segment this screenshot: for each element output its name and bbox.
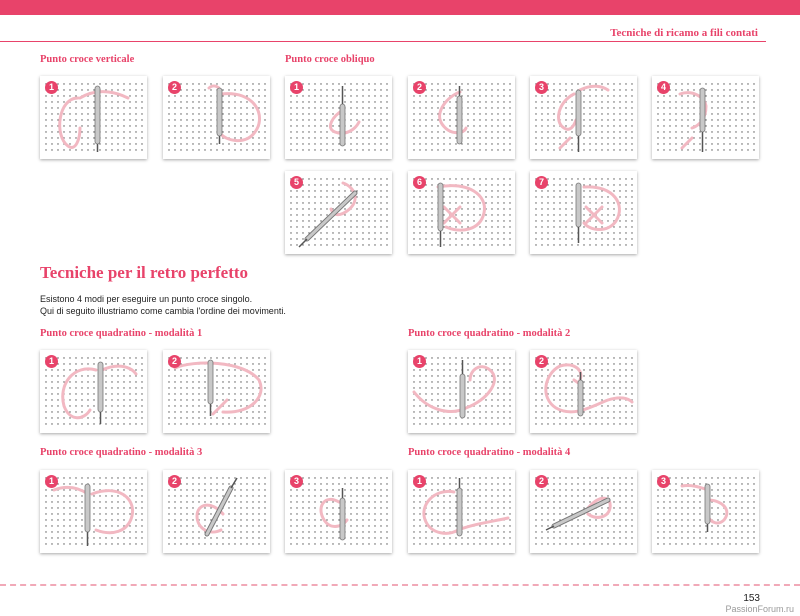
panel-mode4-3 [652,470,759,553]
needle-icon [438,183,443,247]
intro-line: Qui di seguito illustriamo come cambia l'ordine dei movimenti. [40,306,286,316]
thread-icon [414,367,494,412]
thread-icon [54,487,133,532]
step-number-badge: 6 [413,176,426,189]
needle-icon [340,86,345,146]
panel-mode2-2 [530,350,637,433]
step-number-badge: 2 [168,81,181,94]
thread-icon [175,363,261,414]
panel-mode3-2 [163,470,270,553]
needle-icon [208,360,213,416]
section-title-mode1: Punto croce quadratino - modalità 1 [40,328,203,339]
panel-vertical-2 [163,76,270,159]
top-accent-bar [0,0,800,15]
panel-oblique-7 [530,171,637,254]
needle-icon [95,86,100,152]
thread-icon [584,187,619,230]
needle-icon [299,193,355,247]
thread-icon [559,86,608,148]
needle-icon [578,372,583,416]
needle-icon [457,86,462,144]
section-title-mode2: Punto croce quadratino - modalità 2 [408,328,571,339]
panel-oblique-1 [285,76,392,159]
panel-mode1-1 [40,350,147,433]
step-number-badge: 3 [535,81,548,94]
running-head: Tecniche di ricamo a fili contati [610,27,758,39]
step-number-badge: 1 [290,81,303,94]
panel-oblique-3 [530,76,637,159]
panel-oblique-2 [408,76,515,159]
thread-icon [438,186,485,230]
thread-icon [546,365,632,412]
needle-icon [85,484,90,546]
panel-mode3-1 [40,470,147,553]
step-number-badge: 3 [657,475,670,488]
section-heading-retro: Tecniche per il retro perfetto [40,263,249,282]
thread-icon [60,92,128,148]
step-number-badge: 2 [168,355,181,368]
panel-oblique-5 [285,171,392,254]
needle-icon [576,90,581,152]
step-number-badge: 1 [413,355,426,368]
section-title-vertical: Punto croce verticale [40,54,135,65]
panel-mode4-1 [408,470,515,553]
panel-mode3-3 [285,470,392,553]
step-number-badge: 4 [657,81,670,94]
section-title-oblique: Punto croce obliquo [285,54,375,65]
step-number-badge: 1 [413,475,426,488]
step-number-badge: 5 [290,176,303,189]
panel-mode4-2 [530,470,637,553]
needle-icon [340,488,345,540]
step-number-badge: 7 [535,176,548,189]
page-number: 153 [743,593,760,604]
thread-icon [209,86,260,141]
step-number-badge: 3 [290,475,303,488]
needle-icon [576,183,581,243]
needle-icon [217,88,222,144]
footer-dashed-rule [0,584,800,586]
step-number-badge: 1 [45,355,58,368]
intro-line: Esistono 4 modi per eseguire un punto croce singolo. [40,294,253,304]
panel-oblique-6 [408,171,515,254]
step-number-badge: 2 [535,355,548,368]
needle-icon [546,500,608,530]
section-title-mode3: Punto croce quadratino - modalità 3 [40,447,203,458]
thread-icon [682,485,727,523]
needle-icon [705,484,710,532]
step-number-badge: 1 [45,81,58,94]
needle-icon [460,360,465,418]
panel-mode2-1 [408,350,515,433]
thread-icon [424,491,508,533]
intro-paragraph [40,293,286,317]
needle-icon [700,88,705,152]
step-number-badge: 1 [45,475,58,488]
watermark: PassionForum.ru [725,604,794,614]
header-rule [0,41,766,42]
needle-icon [98,362,103,424]
section-title-mode4: Punto croce quadratino - modalità 4 [408,447,571,458]
panel-vertical-1 [40,76,147,159]
step-number-badge: 2 [535,475,548,488]
step-number-badge: 2 [413,81,426,94]
panel-oblique-4 [652,76,759,159]
needle-icon [457,478,462,536]
panel-mode1-2 [163,350,270,433]
step-number-badge: 2 [168,475,181,488]
